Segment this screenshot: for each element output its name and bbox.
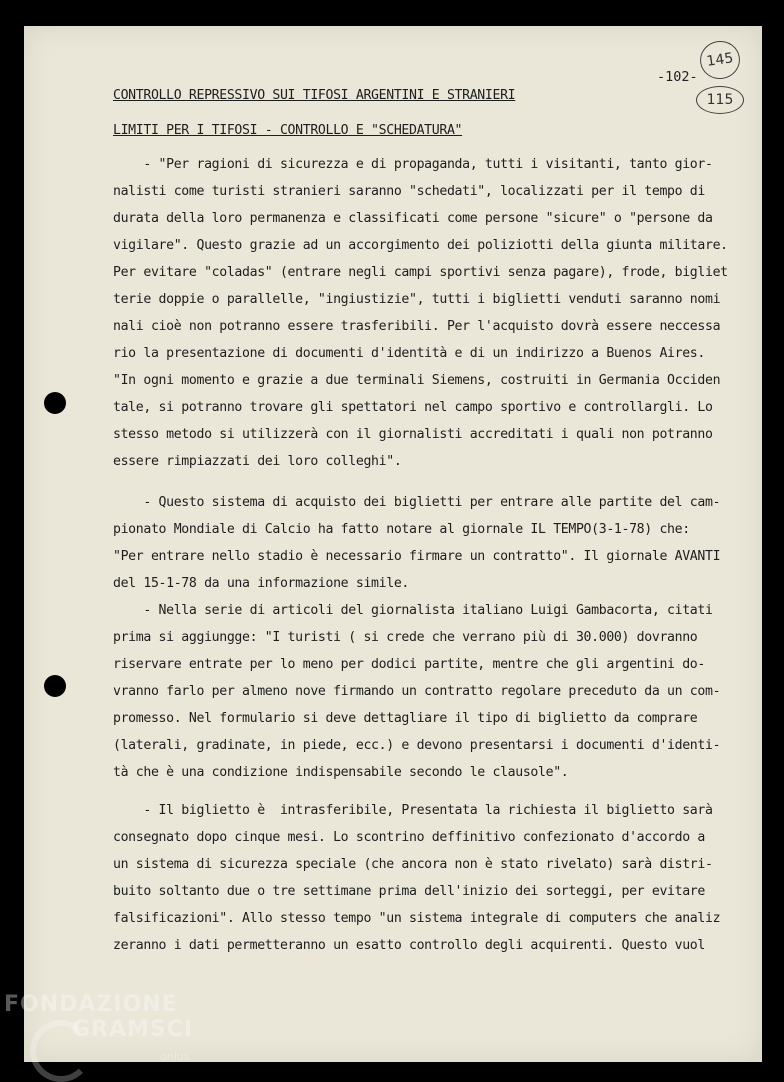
paragraph-4-line: un sistema di sicurezza speciale (che ancora non è stato rivelato) sarà distri- — [113, 857, 713, 872]
paragraph-1-line: nali cioè non potranno essere trasferibili. Per l'acquisto dovrà essere neccessa — [113, 319, 721, 334]
paragraph-3-line: promesso. Nel formulario si deve dettagliare il tipo di biglietto da comprare — [113, 711, 698, 726]
paragraph-3-line: - Nella serie di articoli del giornalista italiano Luigi Gambacorta, citati — [113, 603, 713, 618]
page-number: -102- — [657, 69, 698, 85]
paragraph-1-line: stesso metodo si utilizzerà con il giornalisti accreditati i quali non potranno — [113, 427, 713, 442]
watermark-line3: onlus — [160, 1050, 190, 1063]
watermark-line2: GRAMSCI — [72, 1017, 194, 1042]
paragraph-1-line: - "Per ragioni di sicurezza e di propaganda, tutti i visitanti, tanto gior- — [113, 157, 713, 172]
punch-hole-bottom — [44, 675, 66, 697]
paragraph-1-line: tale, si potranno trovare gli spettatori nel campo sportivo e controllargli. Lo — [113, 400, 713, 415]
paragraph-1-line: rio la presentazione di documenti d'identità e di un indirizzo a Buenos Aires. — [113, 346, 705, 361]
paragraph-4-line: falsificazioni". Allo stesso tempo "un sistema integrale di computers che analiz — [113, 911, 721, 926]
paragraph-2-line: "Per entrare nello stadio è necessario firmare un contratto". Il giornale AVANTI — [113, 549, 721, 564]
paragraph-3-line: (laterali, gradinate, in piede, ecc.) e devono presentarsi i documenti d'identi- — [113, 738, 721, 753]
paragraph-1-line: nalisti come turisti stranieri saranno "schedati", localizzati per il tempo di — [113, 184, 705, 199]
paragraph-3-line: tà che è una condizione indispensabile secondo le clausole". — [113, 765, 569, 780]
paragraph-4-line: consegnato dopo cinque mesi. Lo scontrino deffinitivo confezionato d'accordo a — [113, 830, 705, 845]
document-title: CONTROLLO REPRESSIVO SUI TIFOSI ARGENTINI E STRANIERI — [113, 88, 516, 103]
paragraph-3-line: prima si aggiungge: "I turisti ( si crede che verrano più di 30.000) dovranno — [113, 630, 698, 645]
punch-hole-top — [44, 392, 66, 414]
paragraph-3-line: vranno farlo per almeno nove firmando un contratto regolare preceduto da un com- — [113, 684, 721, 699]
paragraph-2-line: - Questo sistema di acquisto dei biglietti per entrare alle partite del cam- — [113, 495, 721, 510]
paragraph-4-line: buito soltanto due o tre settimane prima dell'inizio dei sorteggi, per evitare — [113, 884, 705, 899]
paragraph-1-line: terie doppie o parallelle, "ingiustizie", tutti i biglietti venduti saranno nomi — [113, 292, 721, 307]
paragraph-4-line: zeranno i dati permetteranno un esatto controllo degli acquirenti. Questo vuol — [113, 938, 705, 953]
paragraph-1-line: vigilare". Questo grazie ad un accorgimento dei poliziotti della giunta militare. — [113, 238, 728, 253]
paragraph-1-line: essere rimpiazzati dei loro colleghi". — [113, 454, 402, 469]
paragraph-1-line: "In ogni momento e grazie a due terminali Siemens, costruiti in Germania Occiden — [113, 373, 721, 388]
document-subtitle: LIMITI PER I TIFOSI - CONTROLLO E "SCHEDATURA" — [113, 123, 463, 138]
paragraph-1-line: durata della loro permanenza e classificati come persone "sicure" o "persone da — [113, 211, 713, 226]
archive-stamp-lower: 115 — [696, 86, 744, 114]
paragraph-4-line: - Il biglietto è intrasferibile, Presentata la richiesta il biglietto sarà — [113, 803, 713, 818]
paragraph-3-line: riservare entrate per lo meno per dodici partite, mentre che gli argentini do- — [113, 657, 705, 672]
document-page — [24, 26, 762, 1062]
paragraph-2-line: del 15-1-78 da una informazione simile. — [113, 576, 409, 591]
paragraph-1-line: Per evitare "coladas" (entrare negli campi sportivi senza pagare), frode, bigliet — [113, 265, 728, 280]
paragraph-2-line: pionato Mondiale di Calcio ha fatto notare al giornale IL TEMPO(3-1-78) che: — [113, 522, 690, 537]
archive-stamp-upper: 145 — [698, 38, 743, 81]
watermark-line1: FONDAZIONE — [4, 992, 178, 1017]
